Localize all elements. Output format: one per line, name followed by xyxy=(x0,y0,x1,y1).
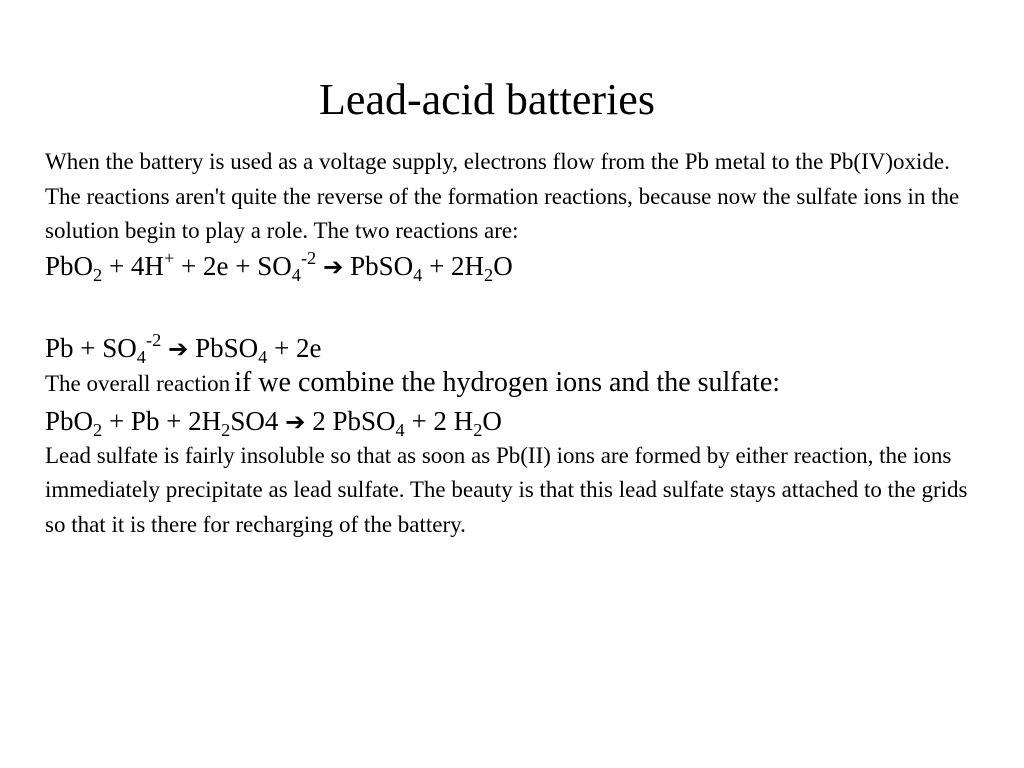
equation-cathode xyxy=(45,249,975,284)
eq1-part: + 2H xyxy=(422,250,485,281)
slide-body xyxy=(45,145,975,542)
eq1-sub: 4 xyxy=(413,264,423,285)
eq3-part: + Pb + 2H xyxy=(102,405,222,436)
eq2-part: + 2e xyxy=(267,332,322,363)
eq1-part: + 4H xyxy=(102,250,164,281)
eq3-sub: 2 xyxy=(93,419,103,440)
reaction-arrow-icon: ➔ xyxy=(322,251,344,281)
eq2-sub: 4 xyxy=(136,346,146,367)
eq1-sup: + xyxy=(163,248,175,269)
reaction-arrow-icon: ➔ xyxy=(168,333,189,363)
eq3-part: 2 PbSO xyxy=(305,405,396,436)
eq3-part: O xyxy=(482,405,502,436)
eq3-sub: 2 xyxy=(221,419,231,440)
eq1-part: PbSO xyxy=(343,250,414,281)
equation-anode xyxy=(45,331,975,366)
eq1-part: O xyxy=(493,250,513,281)
eq3-part: PbO xyxy=(45,405,94,436)
eq1-part: PbO xyxy=(45,250,94,281)
eq1-part: + 2e + SO xyxy=(174,250,292,281)
eq2-part: Pb + SO xyxy=(45,332,137,363)
slide-title: Lead-acid batteries xyxy=(319,75,655,124)
intro-paragraph: When the battery is used as a voltage supply, electrons flow from the Pb metal to the Pb(IV)oxide. The reactions aren't quite the reverse of the formation reactions, because now the sulfate ions in the solution begin to play a role. The two reactions are: xyxy=(45,149,960,243)
reaction-arrow-icon: ➔ xyxy=(285,406,306,436)
eq1-sub: 4 xyxy=(291,264,301,285)
eq2-sub: 4 xyxy=(258,346,268,367)
eq2-sup: -2 xyxy=(145,330,162,351)
overall-label-large: if we combine the hydrogen ions and the sulfate: xyxy=(234,366,781,398)
eq3-part: SO4 xyxy=(230,405,286,436)
equation-overall xyxy=(45,404,975,439)
equation-spacer xyxy=(45,284,975,331)
closing-paragraph: Lead sulfate is fairly insoluble so that as soon as Pb(II) ions are formed by either reaction, the ions immediately precipitate as lead sulfate. The beauty is that this lead sulfate stays attached to the grids so that it is there for recharging of the battery. xyxy=(45,442,968,537)
eq3-sub: 4 xyxy=(395,419,405,440)
overall-label-small: The overall reaction xyxy=(45,370,231,396)
eq1-sub: 2 xyxy=(93,264,103,285)
overall-reaction-label xyxy=(45,366,975,404)
eq3-part: + 2 H xyxy=(404,405,474,436)
eq1-sup: -2 xyxy=(300,248,317,269)
eq1-sub: 2 xyxy=(484,264,494,285)
eq2-part: PbSO xyxy=(188,332,259,363)
eq3-sub: 2 xyxy=(473,419,483,440)
